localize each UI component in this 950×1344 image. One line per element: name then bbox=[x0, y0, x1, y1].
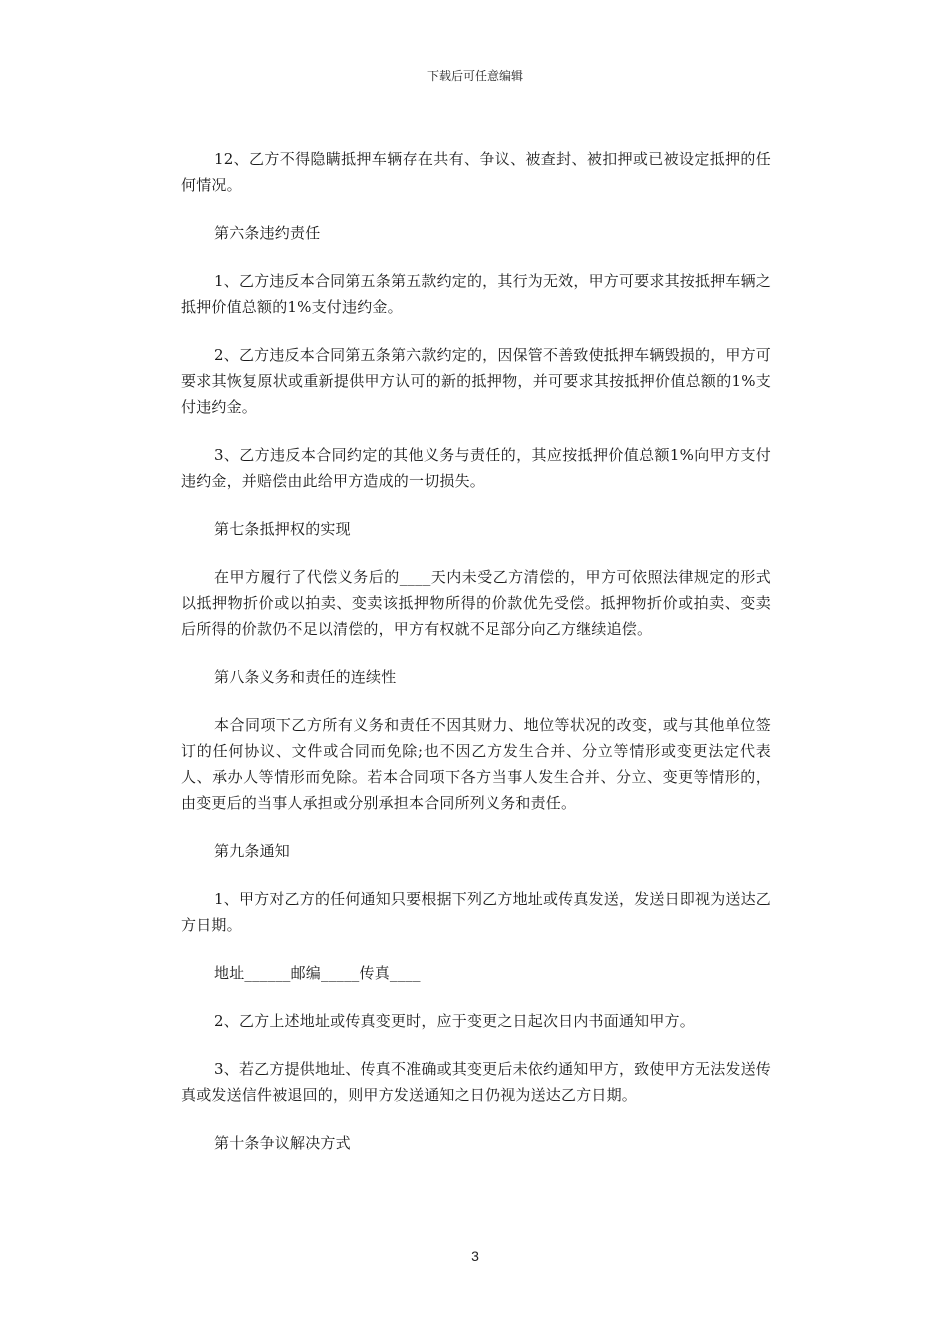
clause-paragraph: 1、甲方对乙方的任何通知只要根据下列乙方地址或传真发送，发送日即视为送达乙方日期。 bbox=[181, 890, 771, 934]
document-header: 下载后可任意编辑 bbox=[426, 69, 523, 83]
clause-paragraph: 在甲方履行了代偿义务后的____天内未受乙方清偿的，甲方可依照法律规定的形式以抵押物折价或以拍卖、变卖该抵押物所得的价款优先受偿。抵押物折价或拍卖、变卖后所得的价款仍不足以清偿的，甲方有权就不足部分向乙方继续追偿。 bbox=[181, 568, 771, 638]
document-body bbox=[181, 146, 771, 1178]
article-heading: 第七条抵押权的实现 bbox=[214, 520, 351, 538]
clause-paragraph: 本合同项下乙方所有义务和责任不因其财力、地位等状况的改变，或与其他单位签订的任何协议、文件或合同而免除;也不因乙方发生合并、分立等情形或变更法定代表人、承办人等情形而免除。若本合同项下各方当事人发生合并、分立、变更等情形的，由变更后的当事人承担或分别承担本合同所列义务和责任。 bbox=[181, 716, 771, 812]
article-heading: 第十条争议解决方式 bbox=[214, 1134, 351, 1152]
clause-paragraph: 3、若乙方提供地址、传真不准确或其变更后未依约通知甲方，致使甲方无法发送传真或发送信件被退回的，则甲方发送通知之日仍视为送达乙方日期。 bbox=[181, 1060, 771, 1104]
article-heading: 第六条违约责任 bbox=[214, 224, 321, 242]
clause-paragraph: 1、乙方违反本合同第五条第五款约定的，其行为无效，甲方可要求其按抵押车辆之抵押价值总额的1%支付违约金。 bbox=[181, 272, 771, 316]
article-heading: 第八条义务和责任的连续性 bbox=[214, 668, 397, 686]
page-number: 3 bbox=[471, 1248, 479, 1264]
clause-paragraph: 2、乙方上述地址或传真变更时，应于变更之日起次日内书面通知甲方。 bbox=[214, 1012, 695, 1030]
clause-paragraph: 2、乙方违反本合同第五条第六款约定的，因保管不善致使抵押车辆毁损的，甲方可要求其恢复原状或重新提供甲方认可的新的抵押物，并可要求其按抵押价值总额的1%支付违约金。 bbox=[181, 346, 771, 416]
clause-paragraph: 12、乙方不得隐瞒抵押车辆存在共有、争议、被查封、被扣押或已被设定抵押的任何情况。 bbox=[181, 150, 771, 194]
article-heading: 第九条通知 bbox=[214, 842, 291, 860]
address-line: 地址______邮编_____传真____ bbox=[214, 964, 421, 982]
clause-paragraph: 3、乙方违反本合同约定的其他义务与责任的，其应按抵押价值总额1%向甲方支付违约金，并赔偿由此给甲方造成的一切损失。 bbox=[181, 446, 771, 490]
